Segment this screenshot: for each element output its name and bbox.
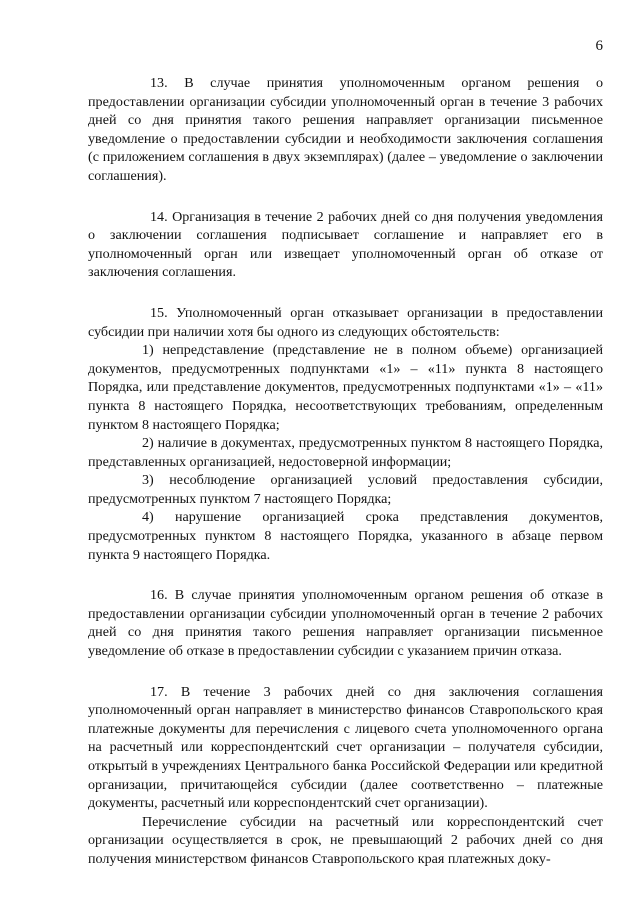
paragraph-14: 14. Организация в течение 2 рабочих дней со дня получения уведомления о заключении соглашения подписывает соглашение и направляет его в уполномоченный орган или извещает уполномоченный орган об отказе от заключения соглашения. xyxy=(88,208,603,281)
paragraph-15: 15. Уполномоченный орган отказывает организации в предоставлении субсидии при наличии хотя бы одного из следующих обстоятельств: xyxy=(88,304,603,340)
paragraph-15-item-4: 4) нарушение организацией срока представления документов, предусмотренных пунктом 8 настоящего Порядка, указанного в абзаце первом пункта 9 настоящего Порядка. xyxy=(88,509,603,563)
paragraph-17-continuation: Перечисление субсидии на расчетный или корреспондентский счет организации осуществляется в срок, не превышающий 2 рабочих дней со дня получения министерством финансов Ставропольского края платежных доку- xyxy=(88,813,603,867)
paragraph-17: 17. В течение 3 рабочих дней со дня заключения соглашения уполномоченный орган направляет в министерство финансов Ставропольского края платежные документы для перечисления с лицевого счета уполномоченного органа на расчетный или корреспондентский счет организации – получателя субсидии, открытый в учреждениях Центрального банка Российской Федерации или кредитной организации, причитающейся субсидии (далее соответственно – платежные документы, расчетный или корреспондентский счет организации). xyxy=(88,683,603,812)
paragraph-15-item-3: 3) несоблюдение организацией условий предоставления субсидии, предусмотренных пунктом 7 настоящего Порядка; xyxy=(88,472,603,507)
document-body xyxy=(88,74,603,869)
paragraph-15-item-1: 1) непредставление (представление не в полном объеме) организацией документов, предусмотренных подпунктами «1» – «11» пункта 8 настоящего Порядка, или представление документов, предусмотренных подпунктами «1» – «11» пункта 8 настоящего Порядка, несоответствующих требованиям, определенным пунктом 8 настоящего Порядка; xyxy=(88,342,603,433)
paragraph-15-item-2: 2) наличие в документах, предусмотренных пунктом 8 настоящего Порядка, представленных организацией, недостоверной информации; xyxy=(88,435,603,470)
paragraph-13: 13. В случае принятия уполномоченным органом решения о предоставлении организации субсидии уполномоченный орган в течение 3 рабочих дней со дня принятия такого решения направляет организации письменное уведомление о предоставлении субсидии и необходимости заключения соглашения (с приложением соглашения в двух экземплярах) (далее – уведомление о заключении соглашения). xyxy=(88,75,603,184)
page-number: 6 xyxy=(595,38,603,54)
paragraph-16: 16. В случае принятия уполномоченным органом решения об отказе в предоставлении организации субсидии уполномоченный орган в течение 2 рабочих дней со дня принятия такого решения направляет организации письменное уведомление об отказе в предоставлении субсидии с указанием причин отказа. xyxy=(88,587,603,660)
